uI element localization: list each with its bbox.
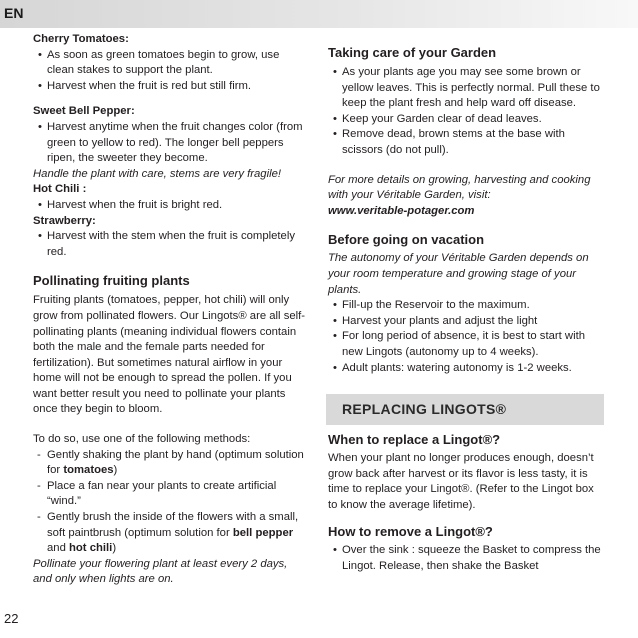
care-bullet-3: • Remove dead, brown stems at the base with scissors (do not pull). bbox=[328, 127, 606, 158]
vacation-intro: The autonomy of your Véritable Garden depends on your room temperature and growing stage of your plants. bbox=[328, 252, 589, 296]
language-label: EN bbox=[4, 5, 24, 21]
language-tab bbox=[0, 0, 638, 28]
chili-bullet-1: • Harvest when the fruit is bright red. bbox=[33, 198, 308, 214]
when-to-replace-paragraph: When your plant no longer produces enough, doesn’t grow back after harvest or its flavor is less tasty, it is time to replace your Lingot®. (Refer to the Lingot box to know the average lifetime). bbox=[328, 452, 594, 511]
vacation-bullet-4: • Adult plants: watering autonomy is 1-2 weeks. bbox=[328, 361, 606, 377]
method-1: - Gently shaking the plant by hand (optimum solution for tomatoes) bbox=[33, 448, 308, 479]
vacation-bullet-2: • Harvest your plants and adjust the light bbox=[328, 314, 606, 330]
when-to-replace-heading: When to replace a Lingot®? bbox=[328, 432, 501, 448]
left-column bbox=[33, 32, 308, 588]
hot-chili-title: Hot Chili : bbox=[33, 183, 87, 196]
taking-care-heading: Taking care of your Garden bbox=[328, 45, 497, 60]
method-2: - Place a fan near your plants to create artificial “wind.” bbox=[33, 479, 308, 510]
sweet-pepper-title: Sweet Bell Pepper: bbox=[33, 105, 135, 118]
care-bullet-2: • Keep your Garden clear of dead leaves. bbox=[328, 112, 606, 128]
pollinating-heading: Pollinating fruiting plants bbox=[33, 273, 190, 289]
more-details-text: For more details on growing, harvesting and cooking with your Véritable Garden, visit: bbox=[328, 173, 591, 202]
pollinate-note: Pollinate your flowering plant at least every 2 days, and only when lights are on. bbox=[33, 557, 288, 586]
pollinating-paragraph: Fruiting plants (tomatoes, pepper, hot chili) will only grow from pollinated flowers. Our Lingots® are all self-pollinating plants (meaning individual flowers contain both the male and the female parts needed for fertilization). But sometimes natural airflow in your home will not be enough to spread the pollen. If you want better result you need to pollinate your plants once they begin to bloom. bbox=[33, 294, 306, 416]
care-bullet-1: • As your plants age you may see some brown or yellow leaves. This is perfectly normal. Pull these to keep the plant fresh and help ward off disease. bbox=[328, 65, 606, 112]
cherry-bullet-2: • Harvest when the fruit is red but still firm. bbox=[33, 79, 308, 95]
website-link[interactable]: www.veritable-potager.com bbox=[328, 204, 475, 217]
remove-bullet-1: • Over the sink : squeeze the Basket to compress the Lingot. Release, then shake the Basket bbox=[328, 543, 606, 574]
replacing-lingots-band bbox=[326, 394, 604, 425]
vacation-heading: Before going on vacation bbox=[328, 232, 485, 248]
cherry-tomatoes-title: Cherry Tomatoes: bbox=[33, 33, 129, 45]
pepper-care-note: Handle the plant with care, stems are very fragile! bbox=[33, 167, 282, 180]
page-number: 22 bbox=[4, 611, 19, 626]
strawberry-bullet-1: • Harvest with the stem when the fruit is completely red. bbox=[33, 229, 308, 260]
right-column bbox=[328, 44, 606, 575]
how-to-remove-heading: How to remove a Lingot®? bbox=[328, 524, 493, 540]
vacation-bullet-3: • For long period of absence, it is best to start with new Lingots (autonomy up to 4 weeks). bbox=[328, 329, 606, 360]
methods-intro: To do so, use one of the following methods: bbox=[33, 433, 251, 446]
method-3: - Gently brush the inside of the flowers with a small, soft paintbrush (optimum solution for bell pepper and hot chili) bbox=[33, 510, 308, 557]
vacation-bullet-1: • Fill-up the Reservoir to the maximum. bbox=[328, 298, 606, 314]
cherry-bullet-1: • As soon as green tomatoes begin to grow, use clean stakes to support the plant. bbox=[33, 48, 308, 79]
pepper-bullet-1: • Harvest anytime when the fruit changes color (from green to yellow to red). The longer bell peppers ripen, the sweeter they become. bbox=[33, 120, 308, 167]
replacing-lingots-title: REPLACING LINGOTS® bbox=[342, 400, 507, 417]
strawberry-title: Strawberry: bbox=[33, 214, 96, 227]
